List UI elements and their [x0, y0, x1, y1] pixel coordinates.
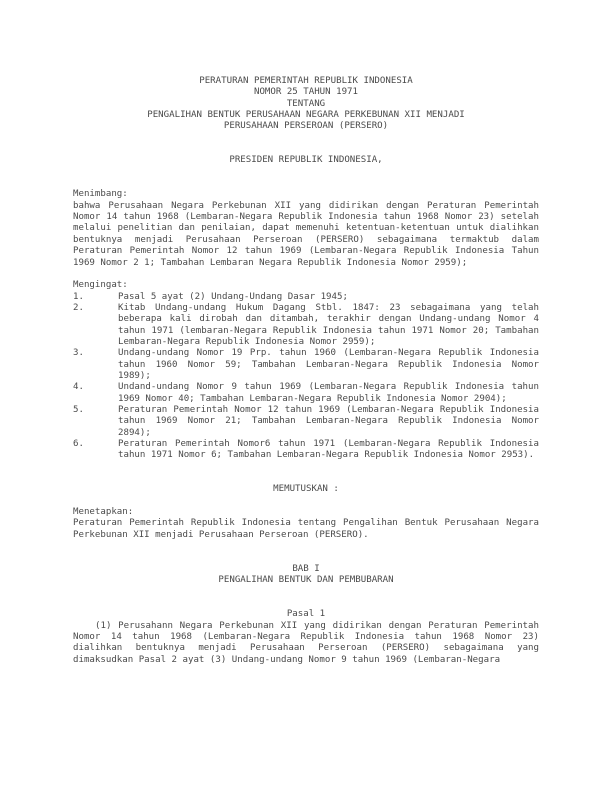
list-item [73, 439, 539, 462]
considering-text: bahwa Perusahaan Negara Perkebunan XII yang didirikan dengan Peraturan Pemerintah Nomor 14 tahun 1968 (Lembaran-Negara Republik Indonesia tahun 1968 Nomor 23) setelah melalui penelitian dan penilaian, dapat memenuhi ketentuan-ketentuan untuk dialihkan bentuknya menjadi Perusahaan Perseroan (PERSERO) sebagaimana termaktub dalam Peraturan Pemerintah Nomor 12 tahun 1969 (Lembaran-Negara Republik Indonesia Tahun 1969 Nomor 2 1; Tambahan Lembaran Negara Republik Indonesia Nomor 2959); [73, 200, 539, 268]
list-item [73, 348, 539, 382]
stipulating-heading: Menetapkan: [73, 507, 134, 518]
list-item-number: 2. [73, 302, 84, 313]
title-line-5: PERUSAHAAN PERSEROAN (PERSERO) [223, 121, 389, 132]
list-item [73, 405, 539, 439]
considering-heading: Menimbang: [73, 189, 128, 200]
chapter-title: PENGALIHAN BENTUK DAN PEMBUBARAN [218, 575, 394, 586]
stipulating-text: Peraturan Pemerintah Republik Indonesia tentang Pengalihan Bentuk Perusahaan Negara Perkebunan XII menjadi Perusahaan Perseroan (PERSERO). [73, 518, 539, 540]
spacer [73, 462, 539, 485]
article-clause-text: (1) Perusahann Negara Perkebunan XII yang didirikan dengan Peraturan Pemerintah Nomor 14 tahun 1968 (Lembaran-Negara Republik Indonesia tahun 1968 Nomor 23) dialihkan bentuknya menjadi Perusahaan Perseroan (PERSERO) sebagaimana yang dimaksudkan Pasal 2 ayat (3) Undang-undang Nomor 9 tahun 1969 (Lembaran-Negara [73, 620, 539, 665]
spacer [73, 496, 539, 507]
spacer [73, 269, 539, 280]
title-line-1: PERATURAN PEMERINTAH REPUBLIK INDONESIA [199, 76, 413, 86]
list-item [73, 382, 539, 405]
article-label: Pasal 1 [286, 609, 326, 620]
list-item-number: 4. [73, 382, 84, 393]
title-line-2: NOMOR 25 TAHUN 1971 [253, 87, 359, 98]
list-item-text: Undand-undang Nomor 9 tahun 1969 (Lembaran-Negara Republik Indonesia tahun 1969 Nomor 40; Tambahan Lembaran-Negara Republik Indonesia Nomor 2904); [118, 382, 539, 404]
title-line-3: TENTANG [286, 98, 326, 109]
spacer [73, 133, 539, 156]
spacer [73, 167, 539, 190]
spacer [73, 586, 539, 609]
list-item [73, 292, 539, 303]
list-item-number: 1. [73, 291, 84, 302]
recalling-heading: Mengingat: [73, 280, 128, 291]
list-item-text: Pasal 5 ayat (2) Undang-Undang Dasar 1945; [118, 291, 348, 302]
list-item-number: 6. [73, 439, 84, 449]
title-line-4: PENGALIHAN BENTUK PERUSAHAAN NEGARA PERKEBUNAN XII MENJADI [147, 110, 465, 121]
authority-line: PRESIDEN REPUBLIK INDONESIA, [229, 155, 383, 166]
list-item-text: Kitab Undang-undang Hukum Dagang Stbl. 1847: 23 sebagaimana yang telah beberapa kali dirobah dan ditambah, terakhir dengan Undang-undang Nomor 4 tahun 1971 (lembaran-Negara Republik Indonesia tahun 1971 Nomor 20; Tambahan Lembaran-Negara Republik Indonesia Nomor 2959); [118, 302, 539, 347]
decides-heading: MEMUTUSKAN : [273, 484, 339, 495]
chapter-label: BAB I [292, 563, 320, 574]
spacer [73, 541, 539, 564]
list-item-text: Peraturan Pemerintah Nomor6 tahun 1971 (Lembaran-Negara Republik Indonesia tahun 1971 Nomor 6; Tambahan Lembaran-Negara Republik Indonesia Nomor 2953). [118, 439, 539, 461]
list-item [73, 303, 539, 348]
list-item-text: Peraturan Pemerintah Nomor 12 tahun 1969 (Lembaran-Negara Republik Indonesia tahun 1969 Nomor 21; Tambahan Lembaran-Negara Republik Indonesia Nomor 2894); [118, 404, 539, 438]
recalling-list [73, 292, 539, 462]
list-item-text: Undang-undang Nomor 19 Prp. tahun 1960 (Lembaran-Negara Republik Indonesia tahun 1960 Nomor 59; Tambahan Lembaran-Negara Republik Indonesia Nomor 1989); [118, 348, 539, 381]
list-item-number: 5. [73, 404, 84, 415]
document-body [73, 76, 539, 666]
list-item-number: 3. [73, 348, 84, 359]
